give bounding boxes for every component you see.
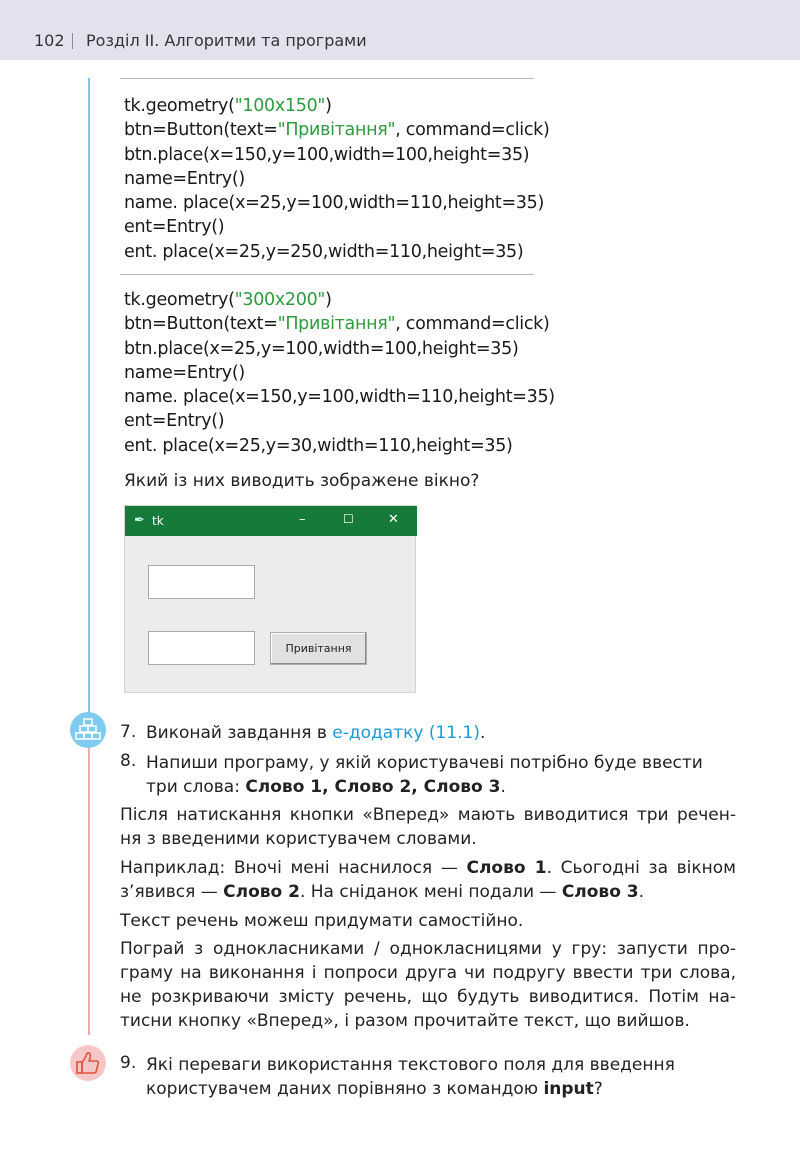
e-appendix-link[interactable]: е-додатку (11.1)	[332, 723, 480, 743]
minimize-icon[interactable]: –	[299, 512, 306, 527]
thumbs-up-icon	[70, 1045, 106, 1081]
code-line: ent. place(x=25,y=250,width=110,height=35)	[124, 241, 524, 262]
header-divider	[72, 33, 73, 49]
question-text: Який із них виводить зображене вікно?	[124, 471, 480, 491]
tk-entry-bottom[interactable]	[148, 631, 255, 665]
code-line: name. place(x=150,y=100,width=110,height=35)	[124, 387, 555, 408]
code-line: ent=Entry()	[124, 217, 225, 238]
task-7-text: Виконай завдання в е-додатку (11.1).	[146, 723, 486, 743]
task-8-paragraph-3: Текст речень можеш придумати самостійно.	[120, 911, 524, 931]
task-8-paragraph-1: Після натискання кнопки «Вперед» мають виводитися три речен-ня з введеними користувачем словами.	[120, 805, 736, 849]
blocks-icon	[70, 712, 106, 748]
tk-greeting-button[interactable]: Привітання	[270, 632, 367, 665]
task-8-paragraph-2: Наприклад: Вночі мені наснилося — Слово 1. Сьогодні за вікном з’явився — Слово 2. На сніданок мені подали — Слово 3.	[120, 858, 737, 902]
code-option-b	[124, 288, 555, 458]
margin-line-blue	[88, 78, 90, 718]
divider-rule	[120, 78, 534, 79]
code-line: name. place(x=25,y=100,width=110,height=35)	[124, 193, 545, 214]
code-line: name=Entry()	[124, 362, 245, 383]
code-line: tk.geometry("300x200")	[124, 290, 332, 310]
code-line: btn.place(x=150,y=100,width=100,height=35)	[124, 144, 530, 165]
task-8-number: 8.	[120, 751, 137, 771]
code-line: ent. place(x=25,y=30,width=110,height=35)	[124, 435, 513, 456]
maximize-icon[interactable]: ☐	[343, 512, 354, 526]
code-line: btn=Button(text="Привітання", command=click)	[124, 314, 550, 335]
feather-icon: ✒	[134, 513, 145, 528]
code-option-a	[124, 94, 550, 264]
task-9-number: 9.	[120, 1053, 137, 1073]
code-line: name=Entry()	[124, 168, 245, 189]
code-line: btn=Button(text="Привітання", command=click)	[124, 120, 550, 141]
margin-line-red	[88, 745, 90, 1035]
task-8-text: Напиши програму, у якій користувачеві потрібно буде ввести три слова: Слово 1, Слово 2, Слово 3.	[146, 753, 703, 797]
close-icon[interactable]: ✕	[388, 512, 399, 527]
tk-entry-top[interactable]	[148, 565, 255, 599]
section-title: Розділ II. Алгоритми та програми	[86, 31, 367, 50]
code-line: btn.place(x=25,y=100,width=100,height=35)	[124, 338, 519, 359]
tk-titlebar	[125, 506, 417, 536]
task-8-paragraph-4: Пограй з однокласниками / однокласницями у гру: запусти про-граму на виконання і попроси друга чи подругу ввести три слова, не розкриваючи змісту речень, що будуть виводитися. Потім на-тисни кнопку «Вперед», і разом прочитайте текст, що вийшов.	[120, 939, 736, 1031]
tk-window-screenshot	[124, 505, 416, 693]
tk-window-title: tk	[152, 514, 164, 528]
page-header	[0, 0, 800, 60]
code-line: tk.geometry("100x150")	[124, 96, 332, 116]
task-9-text: Які переваги використання текстового поля для введення користувачем даних порівняно з командою input?	[146, 1055, 675, 1099]
divider-rule	[120, 274, 534, 275]
page-number: 102	[34, 31, 65, 50]
task-7-number: 7.	[120, 722, 137, 742]
code-line: ent=Entry()	[124, 411, 225, 432]
